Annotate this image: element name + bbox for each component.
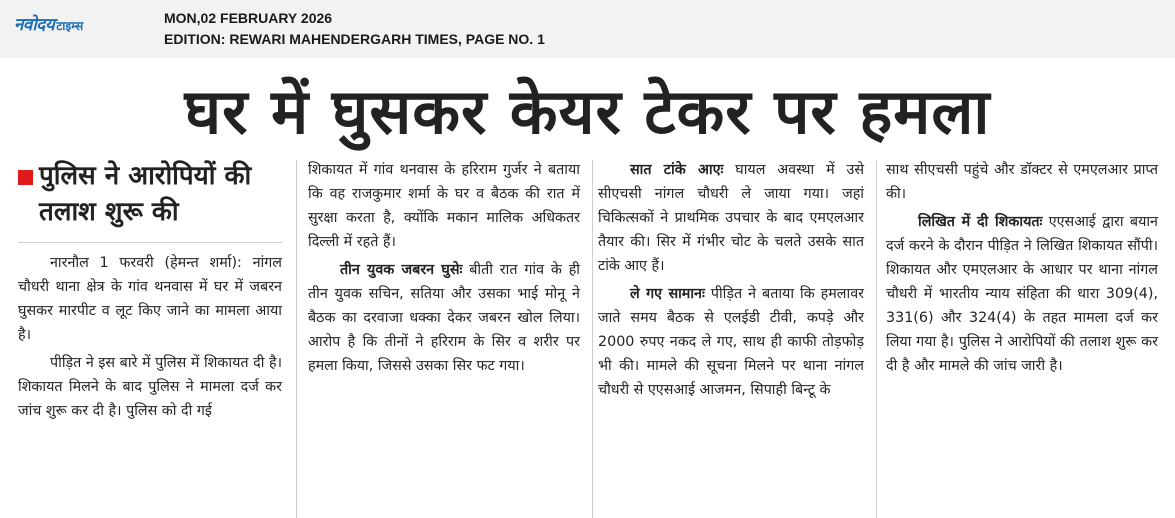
- paragraph-text: घायल अवस्था में उसे सीएचसी नांगल चौधरी ले जाया गया। जहां चिकित्सकों ने प्राथमिक उपचार के बाद एमएलआर तैयार की। सिर में गंभीर चोट के चलते उसके सात टांके आए हैं।: [598, 162, 864, 274]
- logo-subtitle: टाइम्स: [56, 19, 84, 33]
- paragraph-text: बीती रात गांव के ही तीन युवक सचिन, सतिया और उसका भाई मोनू ने बैठक का दरवाजा धक्का देकर जबरन खोल लिया। आरोप है कि तीनों ने हरिराम के सिर व शरीर पर हमला किया, जिससे उसका सिर फट गया।: [308, 262, 580, 374]
- newspaper-logo: [14, 12, 84, 35]
- paragraph: [308, 258, 580, 378]
- paragraph-lead: ले गए सामानः: [630, 286, 705, 302]
- edition-meta: [164, 8, 545, 50]
- paragraph: [18, 251, 282, 347]
- edition-info: EDITION: REWARI MAHENDERGARH TIMES, PAGE NO. 1: [164, 31, 545, 47]
- subheadline-divider: [18, 242, 282, 243]
- column-divider: [592, 160, 593, 518]
- paragraph-text: पीड़ित ने बताया कि हमलावर जाते समय बैठक से एलईडी टीवी, कपड़े और 2000 रुपए नकद ले गए, साथ ही काफी तोड़फोड़ भी की। मामले की सूचना मिलने पर थाना नांगल चौधरी से एएसआई आजमन, सिपाही बिन्टू के: [598, 286, 864, 398]
- paragraph-lead: सात टांके आएः: [630, 162, 724, 178]
- publication-date: MON,02 FEBRUARY 2026: [164, 10, 333, 26]
- article-column-2: [308, 158, 580, 382]
- paragraph: [886, 210, 1158, 378]
- paragraph-text: एएसआई द्वारा बयान दर्ज करने के दौरान पीड़ित ने लिखित शिकायत सौंपी। शिकायत और एमएलआर के आधार पर थाना नांगल चौधरी में भारतीय न्याय संहिता की धारा 309(4), 331(6) और 324(4) के तहत मामला दर्ज कर लिया गया है। पुलिस ने आरोपियों की तलाश शुरू कर दी है और मामले की जांच जारी है।: [886, 214, 1158, 374]
- edition-bar: [0, 0, 1175, 58]
- paragraph: [886, 158, 1158, 206]
- paragraph-lead: लिखित में दी शिकायतः: [918, 214, 1043, 230]
- article-column-4: [886, 158, 1158, 382]
- column-divider: [876, 160, 877, 518]
- logo-wordmark: नवोदय: [14, 15, 55, 35]
- paragraph-text: नारनौल 1 फरवरी (हेमन्त शर्मा): नांगल चौधरी थाना क्षेत्र के गांव थनवास में घर में जबरन घुसकर मारपीट व लूट किए जाने का मामला आया है।: [18, 255, 282, 343]
- paragraph: [308, 158, 580, 254]
- paragraph: [598, 158, 864, 278]
- article-column-1: [18, 158, 282, 427]
- bullet-square-icon: [18, 170, 33, 185]
- column-divider: [296, 160, 297, 518]
- article-column-3: [598, 158, 864, 406]
- paragraph: [18, 351, 282, 423]
- paragraph-text: पीड़ित ने इस बारे में पुलिस में शिकायत दी है। शिकायत मिलने के बाद पुलिस ने मामला दर्ज कर जांच शुरू कर दी है। पुलिस को दी गई: [18, 355, 282, 419]
- paragraph-text: शिकायत में गांव थनवास के हरिराम गुर्जर ने बताया कि वह राजकुमार शर्मा के घर व बैठक की रात में सुरक्षा करता है, क्योंकि मकान मालिक अधिकतर दिल्ली में रहते हैं।: [308, 162, 580, 250]
- subheadline-text: पुलिस ने आरोपियों की तलाश शुरू की: [39, 161, 252, 227]
- paragraph: [598, 282, 864, 402]
- article-headline: घर में घुसकर केयर टेकर पर हमला: [184, 75, 991, 148]
- paragraph-lead: तीन युवक जबरन घुसेः: [340, 262, 463, 278]
- paragraph-text: साथ सीएचसी पहुंचे और डॉक्टर से एमएलआर प्राप्त की।: [886, 162, 1158, 202]
- article-subheadline: [18, 158, 282, 230]
